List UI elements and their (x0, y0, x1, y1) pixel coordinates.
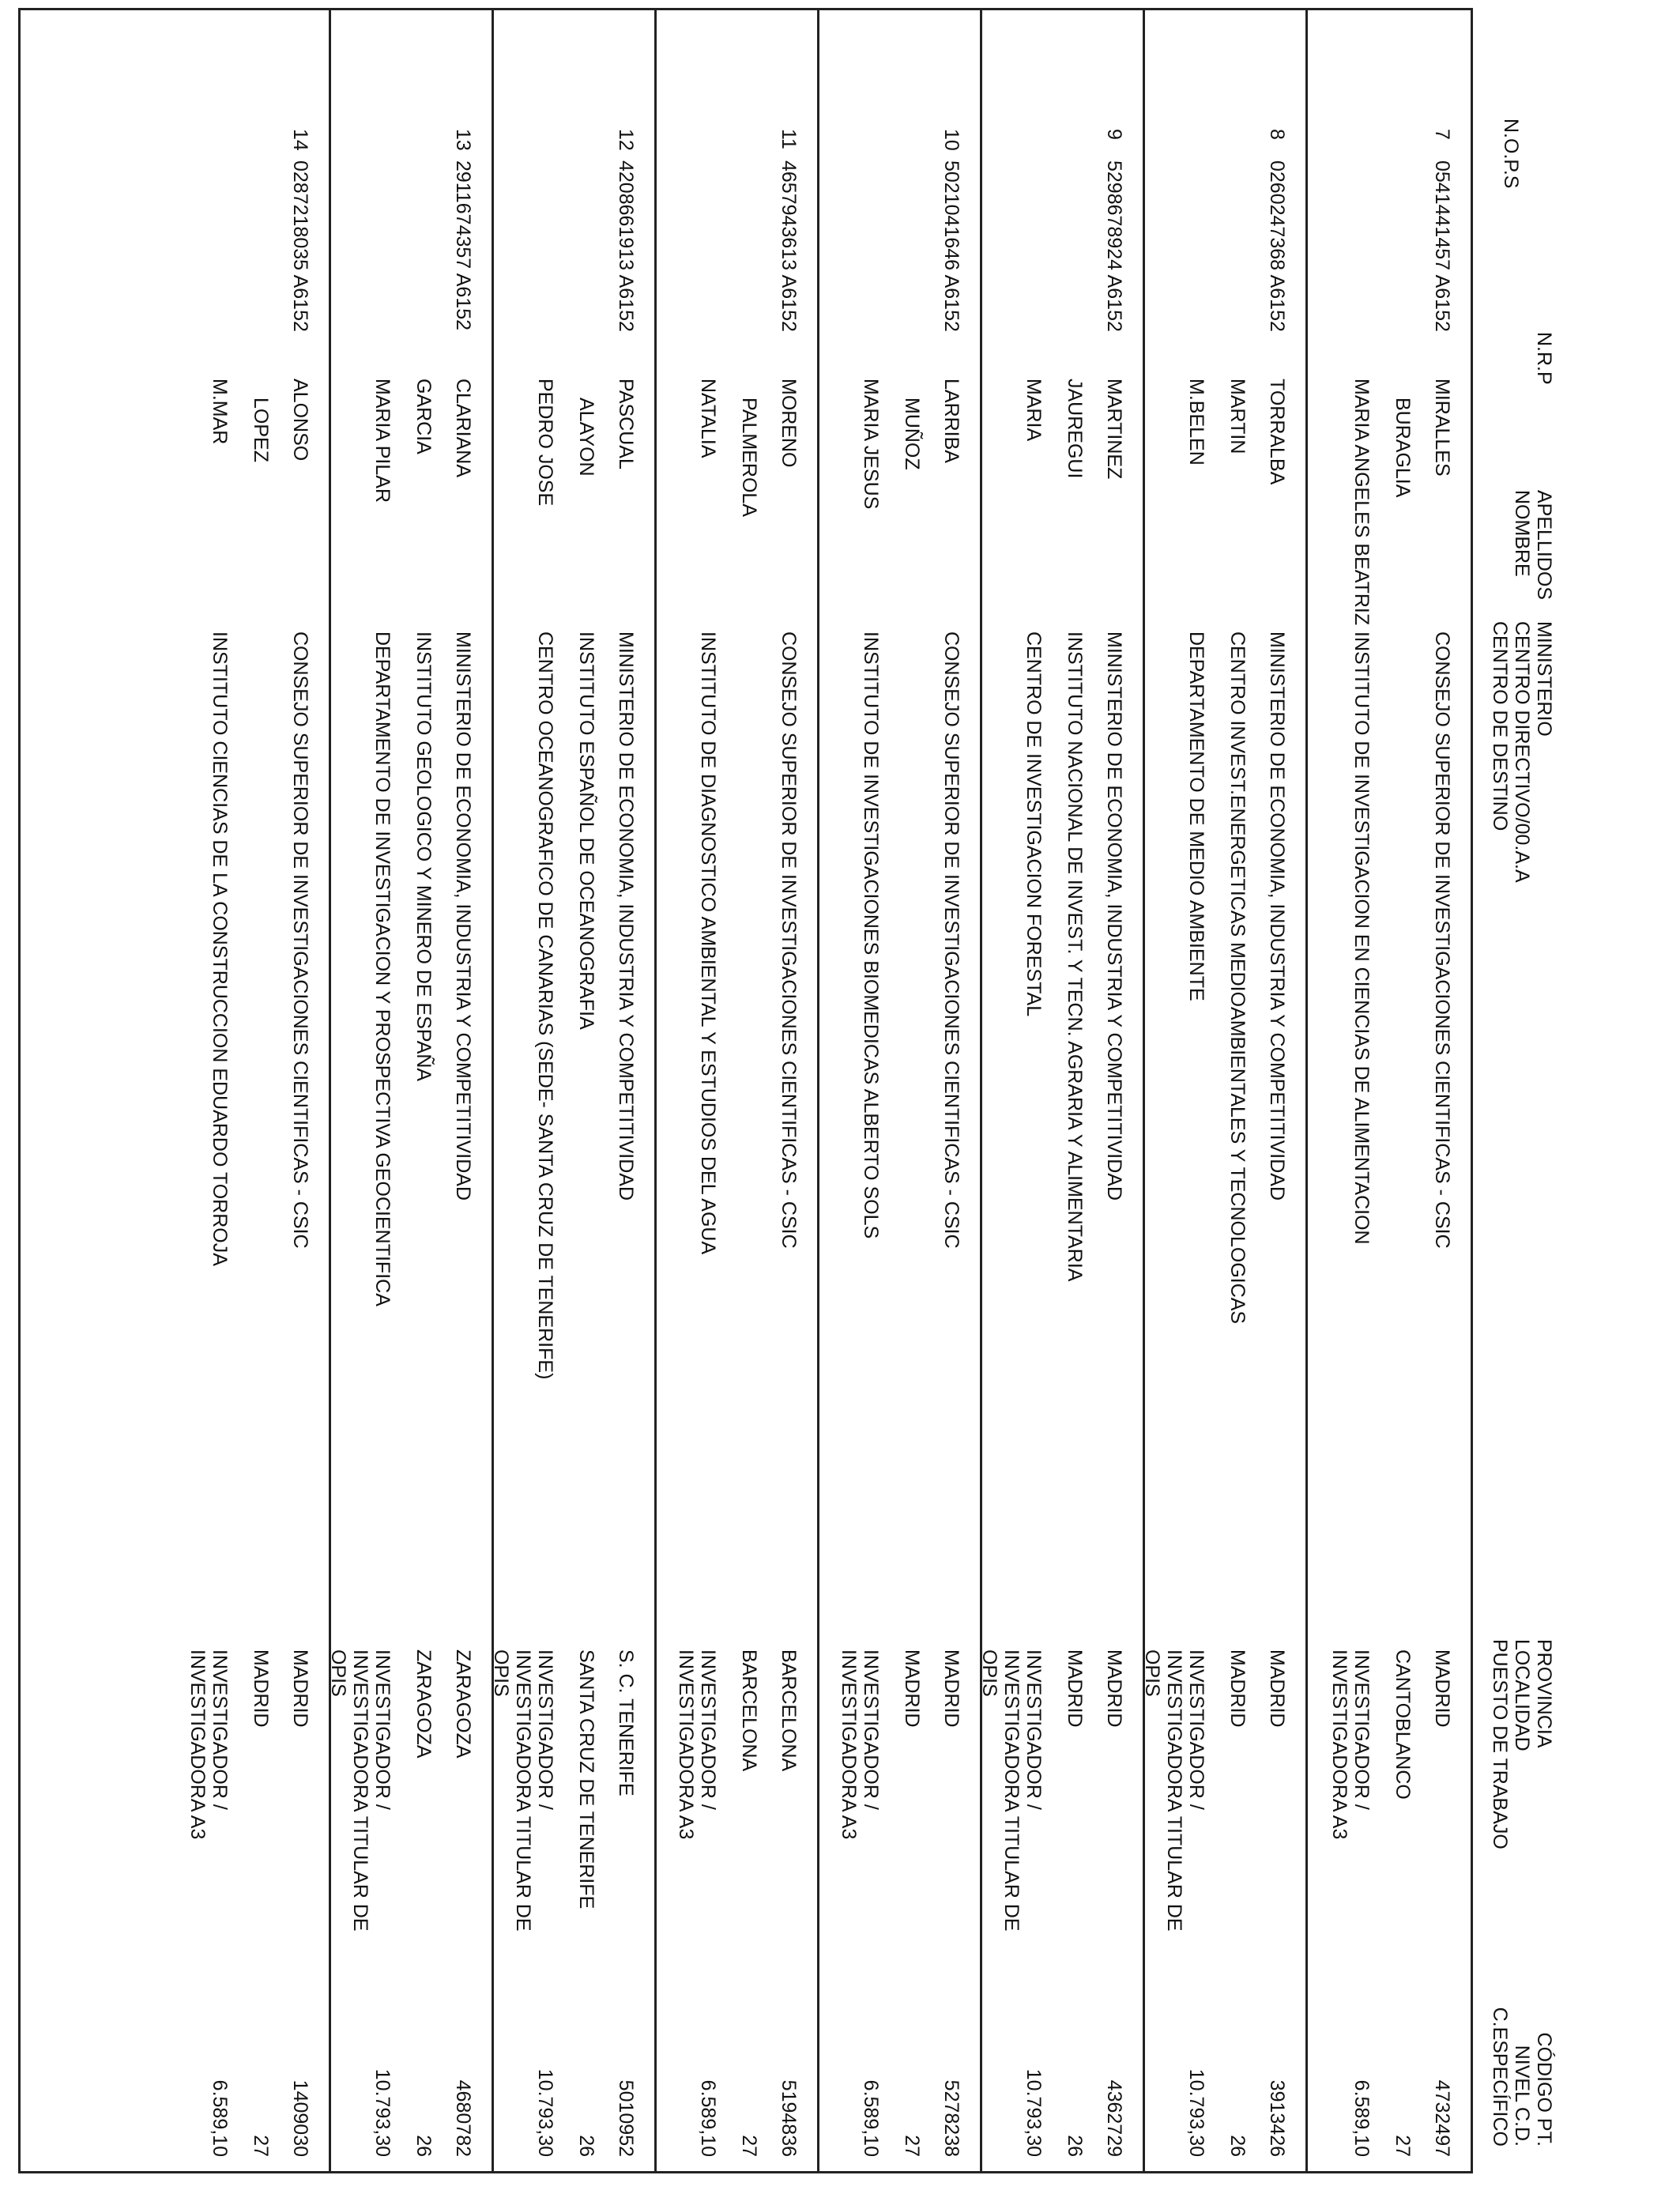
header-nops: N.O.P.S (1500, 119, 1522, 189)
destination-center: INSTITUTO DE INVESTIGACIONES BIOMEDICAS ALBERTO SOLS (860, 631, 882, 1239)
records-table (21, 8, 1473, 2173)
post-code: 3913426 (1266, 2079, 1288, 2157)
record-row (327, 10, 494, 2171)
record-row (819, 10, 982, 2171)
record-row (978, 10, 1145, 2171)
locality: MADRID (1064, 1649, 1086, 1728)
destination-center: INSTITUTO CIENCIAS DE LA CONSTRUCCION EDUARDO TORROJA (209, 631, 231, 1266)
nrp-value: 5298678924 A6152 (1103, 160, 1125, 332)
province: MADRID (1103, 1649, 1125, 1728)
given-name: MARIA ANGELES BEATRIZ (1350, 379, 1373, 626)
nrp-value: 5021041646 A6152 (940, 160, 962, 332)
specific-supplement: 6.589,10 (697, 2079, 719, 2157)
specific-supplement: 10.793,30 (371, 2068, 394, 2157)
level-cd: 26 (412, 2135, 435, 2157)
given-name: M.MAR (209, 379, 231, 445)
specific-supplement: 10.793,30 (534, 2068, 556, 2157)
directive-center: INSTITUTO NACIONAL DE INVEST. Y TECN. AGRARIA Y ALIMENTARIA (1064, 631, 1086, 1282)
ministry: MINISTERIO DE ECONOMIA, INDUSTRIA Y COMPETITIVIDAD (1103, 631, 1125, 1201)
level-cd: 27 (738, 2135, 760, 2157)
post-code: 5278238 (940, 2079, 962, 2157)
locality: MADRID (1226, 1649, 1249, 1728)
nops-value: 9 (1103, 129, 1125, 140)
header-ministerio: MINISTERIO CENTRO DIRECTIVO/00.A.A CENTRO DE DESTINO (1489, 621, 1555, 883)
header-codigo: CÓDIGO PT. NIVEL C.D. C.ESPECÍFICO (1489, 2007, 1555, 2147)
specific-supplement: 6.589,10 (209, 2079, 231, 2157)
given-name: MARIA (1023, 379, 1045, 442)
level-cd: 27 (1392, 2135, 1414, 2157)
locality: SANTA CRUZ DE TENERIFE (575, 1649, 597, 1909)
nops-value: 10 (940, 129, 962, 151)
job-position: INVESTIGADOR / INVESTIGADORA TITULAR DE OPIS (490, 1649, 556, 1932)
surname-2: MARTIN (1226, 379, 1249, 454)
nops-value: 14 (289, 129, 311, 151)
nops-value: 12 (615, 129, 637, 151)
surname-1: PASCUAL (615, 379, 637, 469)
given-name: PEDRO JOSE (534, 379, 556, 507)
surname-1: MIRALLES (1431, 379, 1453, 477)
post-code: 4680782 (452, 2079, 474, 2157)
surname-2: GARCIA (412, 379, 435, 454)
locality: MADRID (901, 1649, 923, 1728)
province: S. C. TENERIFE (615, 1649, 637, 1796)
given-name: MARIA PILAR (371, 379, 394, 503)
level-cd: 26 (1064, 2135, 1086, 2157)
directive-center: CENTRO INVEST.ENERGETICAS MEDIOAMBIENTALES Y TECNOLOGICAS (1226, 631, 1249, 1325)
destination-center: CENTRO OCEANOGRAFICO DE CANARIAS (SEDE- SANTA CRUZ DE TENERIFE) (534, 631, 556, 1380)
given-name: M.BELEN (1185, 379, 1207, 466)
surname-1: CLARIANA (452, 379, 474, 478)
given-name: MARIA JESUS (860, 379, 882, 510)
ministry: CONSEJO SUPERIOR DE INVESTIGACIONES CIENTIFICAS - CSIC (289, 631, 311, 1249)
level-cd: 26 (575, 2135, 597, 2157)
nrp-value: 0541441457 A6152 (1431, 160, 1453, 332)
destination-center: CENTRO DE INVESTIGACION FORESTAL (1023, 631, 1045, 1017)
destination-center: DEPARTAMENTO DE INVESTIGACION Y PROSPECTIVA GEOCIENTIFICA (371, 631, 394, 1306)
nrp-value: 2911674357 A6152 (452, 160, 474, 331)
record-row (490, 10, 657, 2171)
directive-center: INSTITUTO GEOLOGICO Y MINERO DE ESPAÑA (412, 631, 435, 1082)
surname-1: LARRIBA (940, 379, 962, 463)
surname-2: BURAGLIA (1392, 398, 1414, 498)
surname-2: PALMEROLA (738, 398, 760, 517)
surname-2: LOPEZ (250, 398, 272, 462)
record-row (168, 10, 331, 2171)
nrp-value: 0287218035 A6152 (289, 160, 311, 332)
post-code: 4732497 (1431, 2079, 1453, 2157)
job-position: INVESTIGADOR / INVESTIGADORA TITULAR DE OPIS (327, 1649, 394, 1932)
ministry: CONSEJO SUPERIOR DE INVESTIGACIONES CIENTIFICAS - CSIC (778, 631, 800, 1249)
level-cd: 27 (901, 2135, 923, 2157)
destination-center: DEPARTAMENTO DE MEDIO AMBIENTE (1185, 631, 1207, 1001)
surname-1: MARTINEZ (1103, 379, 1125, 480)
ministry: MINISTERIO DE ECONOMIA, INDUSTRIA Y COMPETITIVIDAD (1266, 631, 1288, 1201)
locality: CANTOBLANCO (1392, 1649, 1414, 1800)
province: ZARAGOZA (452, 1649, 474, 1759)
nops-value: 8 (1266, 129, 1288, 140)
directive-center: INSTITUTO ESPAÑOL DE OCEANOGRAFIA (575, 631, 597, 1030)
post-code: 5194836 (778, 2079, 800, 2157)
specific-supplement: 6.589,10 (1350, 2079, 1373, 2157)
surname-2: MUÑOZ (901, 398, 923, 470)
job-position: INVESTIGADOR / INVESTIGADORA A3 (675, 1649, 719, 1840)
destination-center: INSTITUTO DE INVESTIGACION EN CIENCIAS DE ALIMENTACION (1350, 631, 1373, 1245)
locality: MADRID (250, 1649, 272, 1728)
header-provincia: PROVINCIA LOCALIDAD PUESTO DE TRABAJO (1489, 1639, 1555, 1849)
job-position: INVESTIGADOR / INVESTIGADORA A3 (838, 1649, 882, 1840)
post-code: 1409030 (289, 2079, 311, 2157)
province: MADRID (289, 1649, 311, 1728)
ministry: MINISTERIO DE ECONOMIA, INDUSTRIA Y COMPETITIVIDAD (615, 631, 637, 1201)
header-nrp: N.R.P (1533, 332, 1555, 385)
job-position: INVESTIGADOR / INVESTIGADORA TITULAR DE OPIS (1141, 1649, 1207, 1932)
ministry: CONSEJO SUPERIOR DE INVESTIGACIONES CIENTIFICAS - CSIC (940, 631, 962, 1249)
province: MADRID (940, 1649, 962, 1728)
nrp-value: 4208661913 A6152 (615, 160, 637, 332)
job-position: INVESTIGADOR / INVESTIGADORA TITULAR DE OPIS (978, 1649, 1045, 1932)
nops-value: 13 (452, 129, 474, 151)
specific-supplement: 10.793,30 (1185, 2068, 1207, 2157)
surname-2: JAUREGUI (1064, 379, 1086, 479)
province: MADRID (1266, 1649, 1288, 1728)
nops-value: 7 (1431, 129, 1453, 140)
header-apellidos: APELLIDOS NOMBRE (1511, 490, 1555, 600)
ministry: MINISTERIO DE ECONOMIA, INDUSTRIA Y COMPETITIVIDAD (452, 631, 474, 1201)
surname-2: ALAYON (575, 398, 597, 477)
province: MADRID (1431, 1649, 1453, 1728)
locality: BARCELONA (738, 1649, 760, 1772)
nops-value: 11 (778, 129, 800, 149)
nrp-value: 0260247368 A6152 (1266, 160, 1288, 332)
province: BARCELONA (778, 1649, 800, 1772)
record-row (657, 10, 819, 2171)
nrp-value: 4657943613 A6152 (778, 160, 800, 332)
destination-center: INSTITUTO DE DIAGNOSTICO AMBIENTAL Y ESTUDIOS DEL AGUA (697, 631, 719, 1255)
record-row (1141, 10, 1308, 2171)
surname-1: ALONSO (289, 379, 311, 462)
post-code: 5010952 (615, 2079, 637, 2157)
surname-1: TORRALBA (1266, 379, 1288, 485)
level-cd: 27 (250, 2135, 272, 2157)
surname-1: MORENO (778, 379, 800, 468)
job-position: INVESTIGADOR / INVESTIGADORA A3 (1328, 1649, 1373, 1840)
ministry: CONSEJO SUPERIOR DE INVESTIGACIONES CIENTIFICAS - CSIC (1431, 631, 1453, 1249)
specific-supplement: 10.793,30 (1023, 2068, 1045, 2157)
post-code: 4362729 (1103, 2079, 1125, 2157)
specific-supplement: 6.589,10 (860, 2079, 882, 2157)
locality: ZARAGOZA (412, 1649, 435, 1759)
given-name: NATALIA (697, 379, 719, 458)
job-position: INVESTIGADOR / INVESTIGADORA A3 (186, 1649, 231, 1840)
record-row (1308, 10, 1471, 2171)
level-cd: 26 (1226, 2135, 1249, 2157)
